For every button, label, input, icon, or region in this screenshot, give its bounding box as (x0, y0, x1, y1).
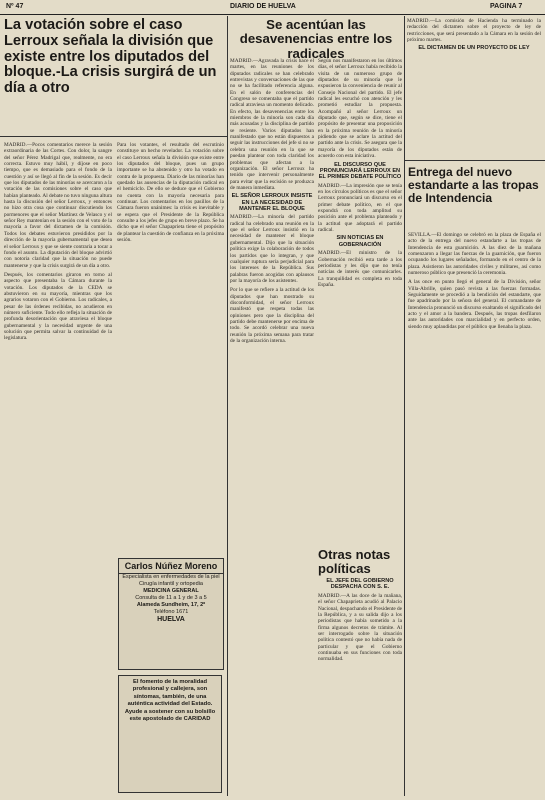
header-center: DIARIO DE HUELVA (230, 3, 296, 10)
article2-body-d: MADRID.—La minoría del partido radical ha celebrado una reunión en la que el señor Lerroux insistió en la necesidad de mantener el bloque gubernamental. Dijo que la situación política exige la colaboración de todos los partidos que lo integran, y que cualquier ruptura sería perjudicial para los intereses de la República. Sus palabras fueron acogidas con aplausos por la mayoría de los asistentes. (230, 214, 314, 284)
ad-doctor-line4: Consulta de 11 a 1 y de 3 a 5 (135, 595, 207, 601)
article1-column-2 (117, 142, 224, 552)
article4-body-a: SEVILLA.—El domingo se celebró en la plaza de España el acto de la entrega del nuevo estandarte a las tropas de Intendencia de esta guarnición. A las diez de la mañana comenzaron a llegar las fuerzas de la guarnición, que fueron ocupando los lugares señalados, formando en el centro de la plaza. Asistieron las autoridades civiles y militares, así como numeroso público que presenció la ceremonia. (408, 232, 541, 277)
article2-body-c: MADRID.—La impresión que se tenía en los círculos políticos es que el señor Lerroux pronunciará un discurso en el primer debate político, en el que expondrá con toda amplitud su posición ante el problema planteado y la actitud que adoptará el partido radical. (318, 182, 402, 234)
ad-doctor-line6: Teléfono 1671 (153, 609, 189, 615)
ad-charity (118, 675, 222, 793)
ad-doctor-line7: HUELVA (157, 616, 185, 623)
headline-radicales: Se acentúan las desavenencias entre los radicales (239, 17, 393, 61)
article-radicales (230, 18, 402, 61)
section-rule (0, 136, 227, 137)
article2-sub1: EL DISCURSO QUE PRONUNCIARÁ LERROUX EN EL PRIMER DEBATE POLÍTICO (318, 161, 402, 181)
ad-charity-text: El fomento de la moralidad profesional y callejera, son síntomas, también, de una auténtica actividad del Estado. Ayude a sostener con su bolsillo este apostolado de CARIDAD (124, 679, 216, 723)
article4-body-c: MADRID.—La comisión de Hacienda ha terminado la redacción del dictamen sobre el proyecto de ley de restricciones, que será presentado a la Cámara en la sesión del próximo martes. (407, 18, 541, 44)
article1-body-c: Después, los comentarios giraron en torno al aspecto que presentaba la Cámara durante la votación. Los diputados de la CEDA se abstuvieron en su mayoría, mientras que los agrarios votaron con el Gobierno. Los radicales, a pesar de las órdenes recibidas, no acudieron en número suficiente. Todo ello refleja la situación de profunda desorientación que atraviesa el bloque gubernamental y la necesidad urgente de una solución que permita salvar la continuidad de la legislatura. (4, 271, 112, 342)
article-estandarte (408, 166, 541, 205)
page-header (0, 0, 545, 15)
ad-doctor-line3: MEDICINA GENERAL (143, 588, 199, 594)
ad-doctor-line2: Cirugía infantil y ortopedia (139, 581, 203, 587)
article4-body-b: A las once en punto llegó el general de la División, señor Villa-Abrille, quien pasó revista a las fuerzas formadas. Seguidamente se procedió a la bendición del estandarte, que fue apadrinado por la señora del general. El comandante de Intendencia pronunció un discurso exaltando el significado del acto y el amor a la bandera. Después, las tropas desfilaron ante las autoridades con marcialidad y en perfecto orden, siendo muy aplaudidas por el público que llenaba la plaza. (408, 279, 541, 330)
article2-sub3: SIN NOTICIAS EN GOBERNACIÓN (336, 235, 384, 248)
article2-body-f: MADRID.—El ministro de la Gobernación recibió esta tarde a los periodistas y les dijo que no tenía noticias de interés que comunicarles. La tranquilidad es completa en toda España. (318, 250, 402, 288)
header-right: PAGINA 7 (490, 3, 523, 10)
headline-estandarte: Entrega del nuevo estandarte a las tropas de Intendencia (408, 165, 539, 205)
article1-body-b: Para los votantes, el resultado del escrutinio constituye un hecho revelador. La votación sobre el caso Lerroux señala la división que existe entre los diputados del bloque, pues un grupo importante se ha abstenido y otro ha votado en contra de la propuesta. Diario de las minorías han quedado las ausencias de la diputación radical en el hemiciclo. De ello se deduce que el Gobierno no cuenta con la mayoría necesaria para continuar. Los comentarios en los pasillos de la Cámara fueron unánimes: la crisis es inevitable y se espera que el Presidente de la República consulte a los jefes de grupo en breve plazo. Se ha dicho que el señor Chapaprieta tiene el propósito de plantear la cuestión de confianza en la próxima sesión. (117, 142, 224, 244)
article2-sub2: EL SEÑOR LERROUX INSISTE EN LA NECESIDAD DE MANTENER EL BLOQUE (231, 193, 313, 213)
article2-column-2 (318, 58, 402, 546)
article-lerroux-vote (4, 18, 224, 97)
column-rule (404, 16, 405, 796)
article2-body-e: Por lo que se refiere a la actitud de los diputados que han mostrado su disconformidad, el señor Lerroux manifestó que respeta todas las opiniones pero que la disciplina del partido debe mantenerse por encima de todo. Se acordó celebrar una nueva reunión la próxima semana para tratar de la organización interna. (230, 287, 314, 344)
article2-body-a: MADRID.—Agravada la crisis hace el martes, en las reuniones de los diputados radicales se han celebrado entrevistas y conversaciones de las que no se ha facilitado referencia alguna. En el salón de conferencias del Congreso se comentaba que el partido radical atraviesa un momento delicado. En efecto, las desavenencias entre los miembros de la minoría son cada día más acusadas y la disciplina de partido se resiente. Varios diputados han manifestado que no están dispuestos a seguir las instrucciones del jefe si no se celebra una reunión en la que se puedan plantear con toda claridad los problemas que afectan a la organización. El señor Lerroux ha tenido que intervenir personalmente para evitar que la escisión se produzca de manera inmediata. (230, 58, 314, 191)
ad-doctor (118, 558, 224, 670)
headline-lerroux-vote: La votación sobre el caso Lerroux señala la división que existe entre los diputados del bloque.-La crisis surgirá de un día a otro (4, 17, 217, 96)
article3-body: MADRID.—A las doce de la mañana, el señor Chapaprieta acudió al Palacio Nacional, despachando el Presidente de la República, y a su salida dijo a los periodistas que había sometido a la firma algunos decretos de trámite. Al ser interrogado sobre la situación política contestó que no había nada de particular y que el Gobierno continuaba en sus funciones con toda normalidad. (318, 592, 402, 663)
header-left: Nº 47 (6, 3, 24, 10)
ad-doctor-name: Carlos Núñez Moreno (119, 559, 223, 574)
article2-body-b: Según nos manifestaron en los últimos días, el señor Lerroux había recibido la visita de un numeroso grupo de diputados de su minoría que le expusieron la conveniencia de reunir al Consejo Nacional del partido. El jefe radical les escuchó con atención y les prometió estudiar la propuesta. Acompañó al señor Lerroux un diputado que, según se dice, tiene el propósito de presentar una proposición en la próxima reunión de la minoría pidiendo que se aclare la actitud del partido ante la crisis. Se asegura que la mayoría de los diputados están de acuerdo con esta iniciativa. (318, 58, 402, 160)
article1-column-1 (4, 142, 112, 792)
ad-doctor-line1: Especialista en enfermedades de la piel (122, 574, 220, 580)
article4-sub: EL DICTAMEN DE UN PROYECTO DE LEY (418, 45, 530, 52)
article3-sub: EL JEFE DEL GOBIERNO DESPACHA CON S. E. (326, 578, 394, 591)
headline-notas-politicas: Otras notas políticas (318, 548, 391, 577)
article1-body-a: MADRID.—Pocos comentarios merece la sesión extraordinaria de las Cortes. Con dolor, la sangre del señor Pérez Madrigal que, realmente, no era correcta. Estuvo muy hábil, y díjose en poco tiempo, que es demasiado para el fondo de la cuestión y así se llegó al fin de la sesión. Es decir que los diputados de las minorías se acercaron a la votación de las comisiones sobre el caso que habían planteado. Al debate no tuvo ninguna altura hasta la discusión del señor Lerroux, y entonces no hizo otra cosa que continuar discutiendo los pormenores que el señor Martínez de Velasco y el señor Rey mantenían en la sesión con el voto de la mayoría a favor del dictamen de la comisión. Todos los debates estuvieron presididos por la dirección de la mayoría gubernamental que desea el señor Lerroux y que se siente contraria a tocar a fondo el asunto. La diputación del bloque advirtió con notoria claridad que la situación no puede mantenerse y que la crisis surgirá de un día a otro. (4, 142, 112, 269)
article4-body (408, 232, 541, 794)
article4-top (407, 18, 541, 128)
column-rule (227, 16, 228, 796)
article-notas-politicas (318, 548, 402, 794)
ad-doctor-line5: Alameda Sundheim, 17, 2º (136, 602, 206, 608)
article2-column-1 (230, 58, 314, 794)
section-rule (404, 160, 545, 161)
